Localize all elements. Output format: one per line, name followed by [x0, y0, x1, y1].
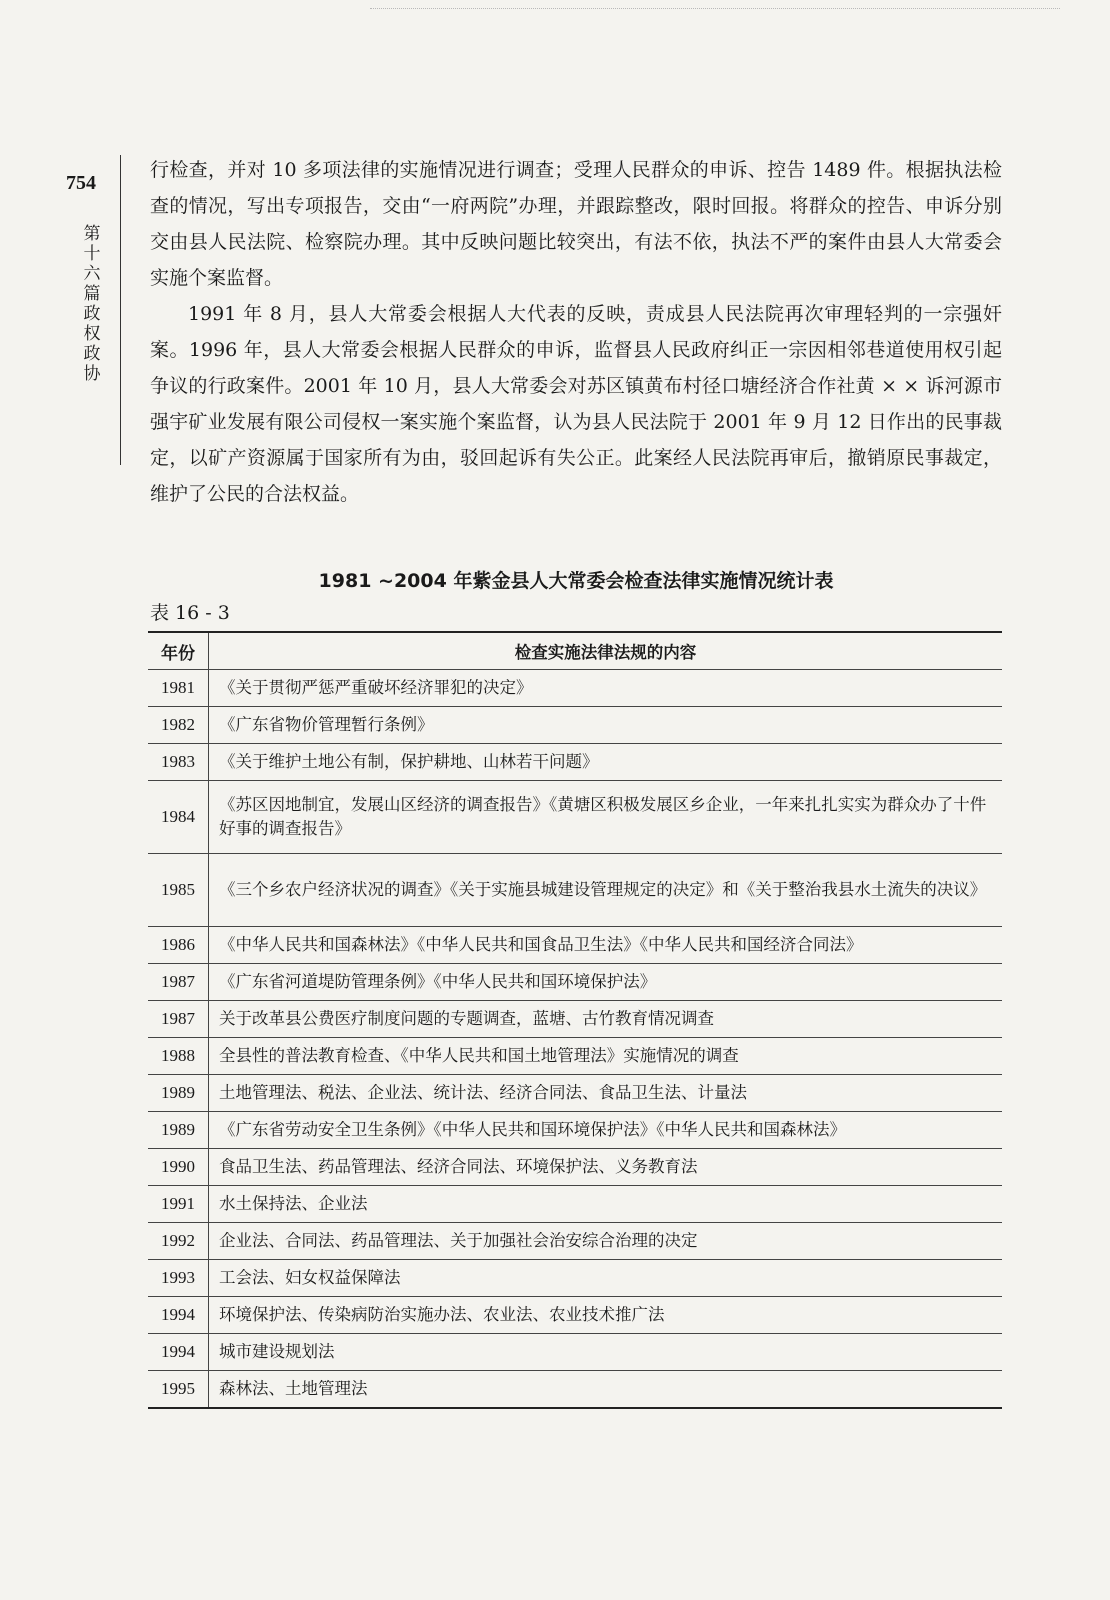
row-year: 1989: [148, 1075, 209, 1112]
row-year: 1987: [148, 964, 209, 1001]
row-content: 《苏区因地制宜，发展山区经济的调查报告》《黄塘区积极发展区乡企业，一年来扎扎实实为群众办了十件好事的调查报告》: [209, 781, 1003, 854]
table-row: [148, 1075, 1002, 1112]
table-row: [148, 1371, 1002, 1409]
row-content: 森林法、土地管理法: [209, 1371, 1003, 1409]
paragraph-1: 行检查，并对 10 多项法律的实施情况进行调查；受理人民群众的申诉、控告 1489 件。根据执法检查的情况，写出专项报告，交由“一府两院”办理，并跟踪整改，限时回报。将群众的控告、申诉分别交由县人民法院、检察院办理。其中反映问题比较突出，有法不依，执法不严的案件由县人大常委会实施个案监督。: [150, 159, 1002, 289]
row-content: 工会法、妇女权益保障法: [209, 1260, 1003, 1297]
row-year: 1983: [148, 744, 209, 781]
row-year: 1987: [148, 1001, 209, 1038]
row-year: 1981: [148, 670, 209, 707]
table-row: [148, 781, 1002, 854]
page-number: 754: [66, 172, 96, 194]
table-title: 1981 ~2004 年紫金县人大常委会检查法律实施情况统计表: [318, 570, 834, 592]
row-content: 《广东省劳动安全卫生条例》《中华人民共和国环境保护法》《中华人民共和国森林法》: [209, 1112, 1003, 1149]
table-row: [148, 1260, 1002, 1297]
table-row: [148, 1334, 1002, 1371]
table-row: [148, 1186, 1002, 1223]
table-row: [148, 964, 1002, 1001]
row-year: 1990: [148, 1149, 209, 1186]
row-content: 《三个乡农户经济状况的调查》《关于实施县城建设管理规定的决定》和《关于整治我县水土流失的决议》: [209, 854, 1003, 927]
margin-rule: [120, 155, 121, 465]
row-content: 水土保持法、企业法: [209, 1186, 1003, 1223]
row-content: 企业法、合同法、药品管理法、关于加强社会治安综合治理的决定: [209, 1223, 1003, 1260]
body-text: [150, 152, 1002, 512]
table-label: 表 16 - 3: [150, 602, 230, 624]
row-year: 1984: [148, 781, 209, 854]
table-row: [148, 670, 1002, 707]
table-row: [148, 1149, 1002, 1186]
table-row: [148, 854, 1002, 927]
row-year: 1992: [148, 1223, 209, 1260]
row-content: 《关于维护土地公有制，保护耕地、山林若干问题》: [209, 744, 1003, 781]
row-year: 1991: [148, 1186, 209, 1223]
chapter-heading: 第十六篇 政权 政协: [83, 224, 101, 384]
row-year: 1993: [148, 1260, 209, 1297]
row-content: 环境保护法、传染病防治实施办法、农业法、农业技术推广法: [209, 1297, 1003, 1334]
header-content: 检查实施法律法规的内容: [209, 632, 1003, 670]
row-content: 《中华人民共和国森林法》《中华人民共和国食品卫生法》《中华人民共和国经济合同法》: [209, 927, 1003, 964]
row-content: 《广东省物价管理暂行条例》: [209, 707, 1003, 744]
table-header-row: [148, 632, 1002, 670]
row-year: 1995: [148, 1371, 209, 1409]
row-year: 1994: [148, 1334, 209, 1371]
row-year: 1989: [148, 1112, 209, 1149]
table-row: [148, 1223, 1002, 1260]
row-content: 城市建设规划法: [209, 1334, 1003, 1371]
table-row: [148, 1297, 1002, 1334]
table-row: [148, 927, 1002, 964]
row-year: 1994: [148, 1297, 209, 1334]
row-content: 《广东省河道堤防管理条例》《中华人民共和国环境保护法》: [209, 964, 1003, 1001]
row-content: 关于改革县公费医疗制度问题的专题调查，蓝塘、古竹教育情况调查: [209, 1001, 1003, 1038]
row-year: 1988: [148, 1038, 209, 1075]
row-content: 全县性的普法教育检查、《中华人民共和国土地管理法》实施情况的调查: [209, 1038, 1003, 1075]
statistics-table: [148, 631, 1002, 1409]
row-content: 食品卫生法、药品管理法、经济合同法、环境保护法、义务教育法: [209, 1149, 1003, 1186]
row-year: 1986: [148, 927, 209, 964]
table-row: [148, 1112, 1002, 1149]
header-year: 年份: [148, 632, 209, 670]
table-row: [148, 744, 1002, 781]
top-rule: [370, 8, 1060, 9]
paragraph-2: 1991 年 8 月，县人大常委会根据人大代表的反映，责成县人民法院再次审理轻判的一宗强奸案。1996 年，县人大常委会根据人民群众的申诉，监督县人民政府纠正一宗因相邻巷道使用权引起争议的行政案件。2001 年 10 月，县人大常委会对苏区镇黄布村径口塘经济合作社黄 × × 诉河源市强宇矿业发展有限公司侵权一案实施个案监督，认为县人民法院于 2001 年 9 月 12 日作出的民事裁定，以矿产资源属于国家所有为由，驳回起诉有失公正。此案经人民法院再审后，撤销原民事裁定，维护了公民的合法权益。: [150, 303, 1002, 505]
row-content: 《关于贯彻严惩严重破坏经济罪犯的决定》: [209, 670, 1003, 707]
row-year: 1982: [148, 707, 209, 744]
table-row: [148, 1001, 1002, 1038]
table-row: [148, 1038, 1002, 1075]
table-row: [148, 707, 1002, 744]
row-year: 1985: [148, 854, 209, 927]
row-content: 土地管理法、税法、企业法、统计法、经济合同法、食品卫生法、计量法: [209, 1075, 1003, 1112]
